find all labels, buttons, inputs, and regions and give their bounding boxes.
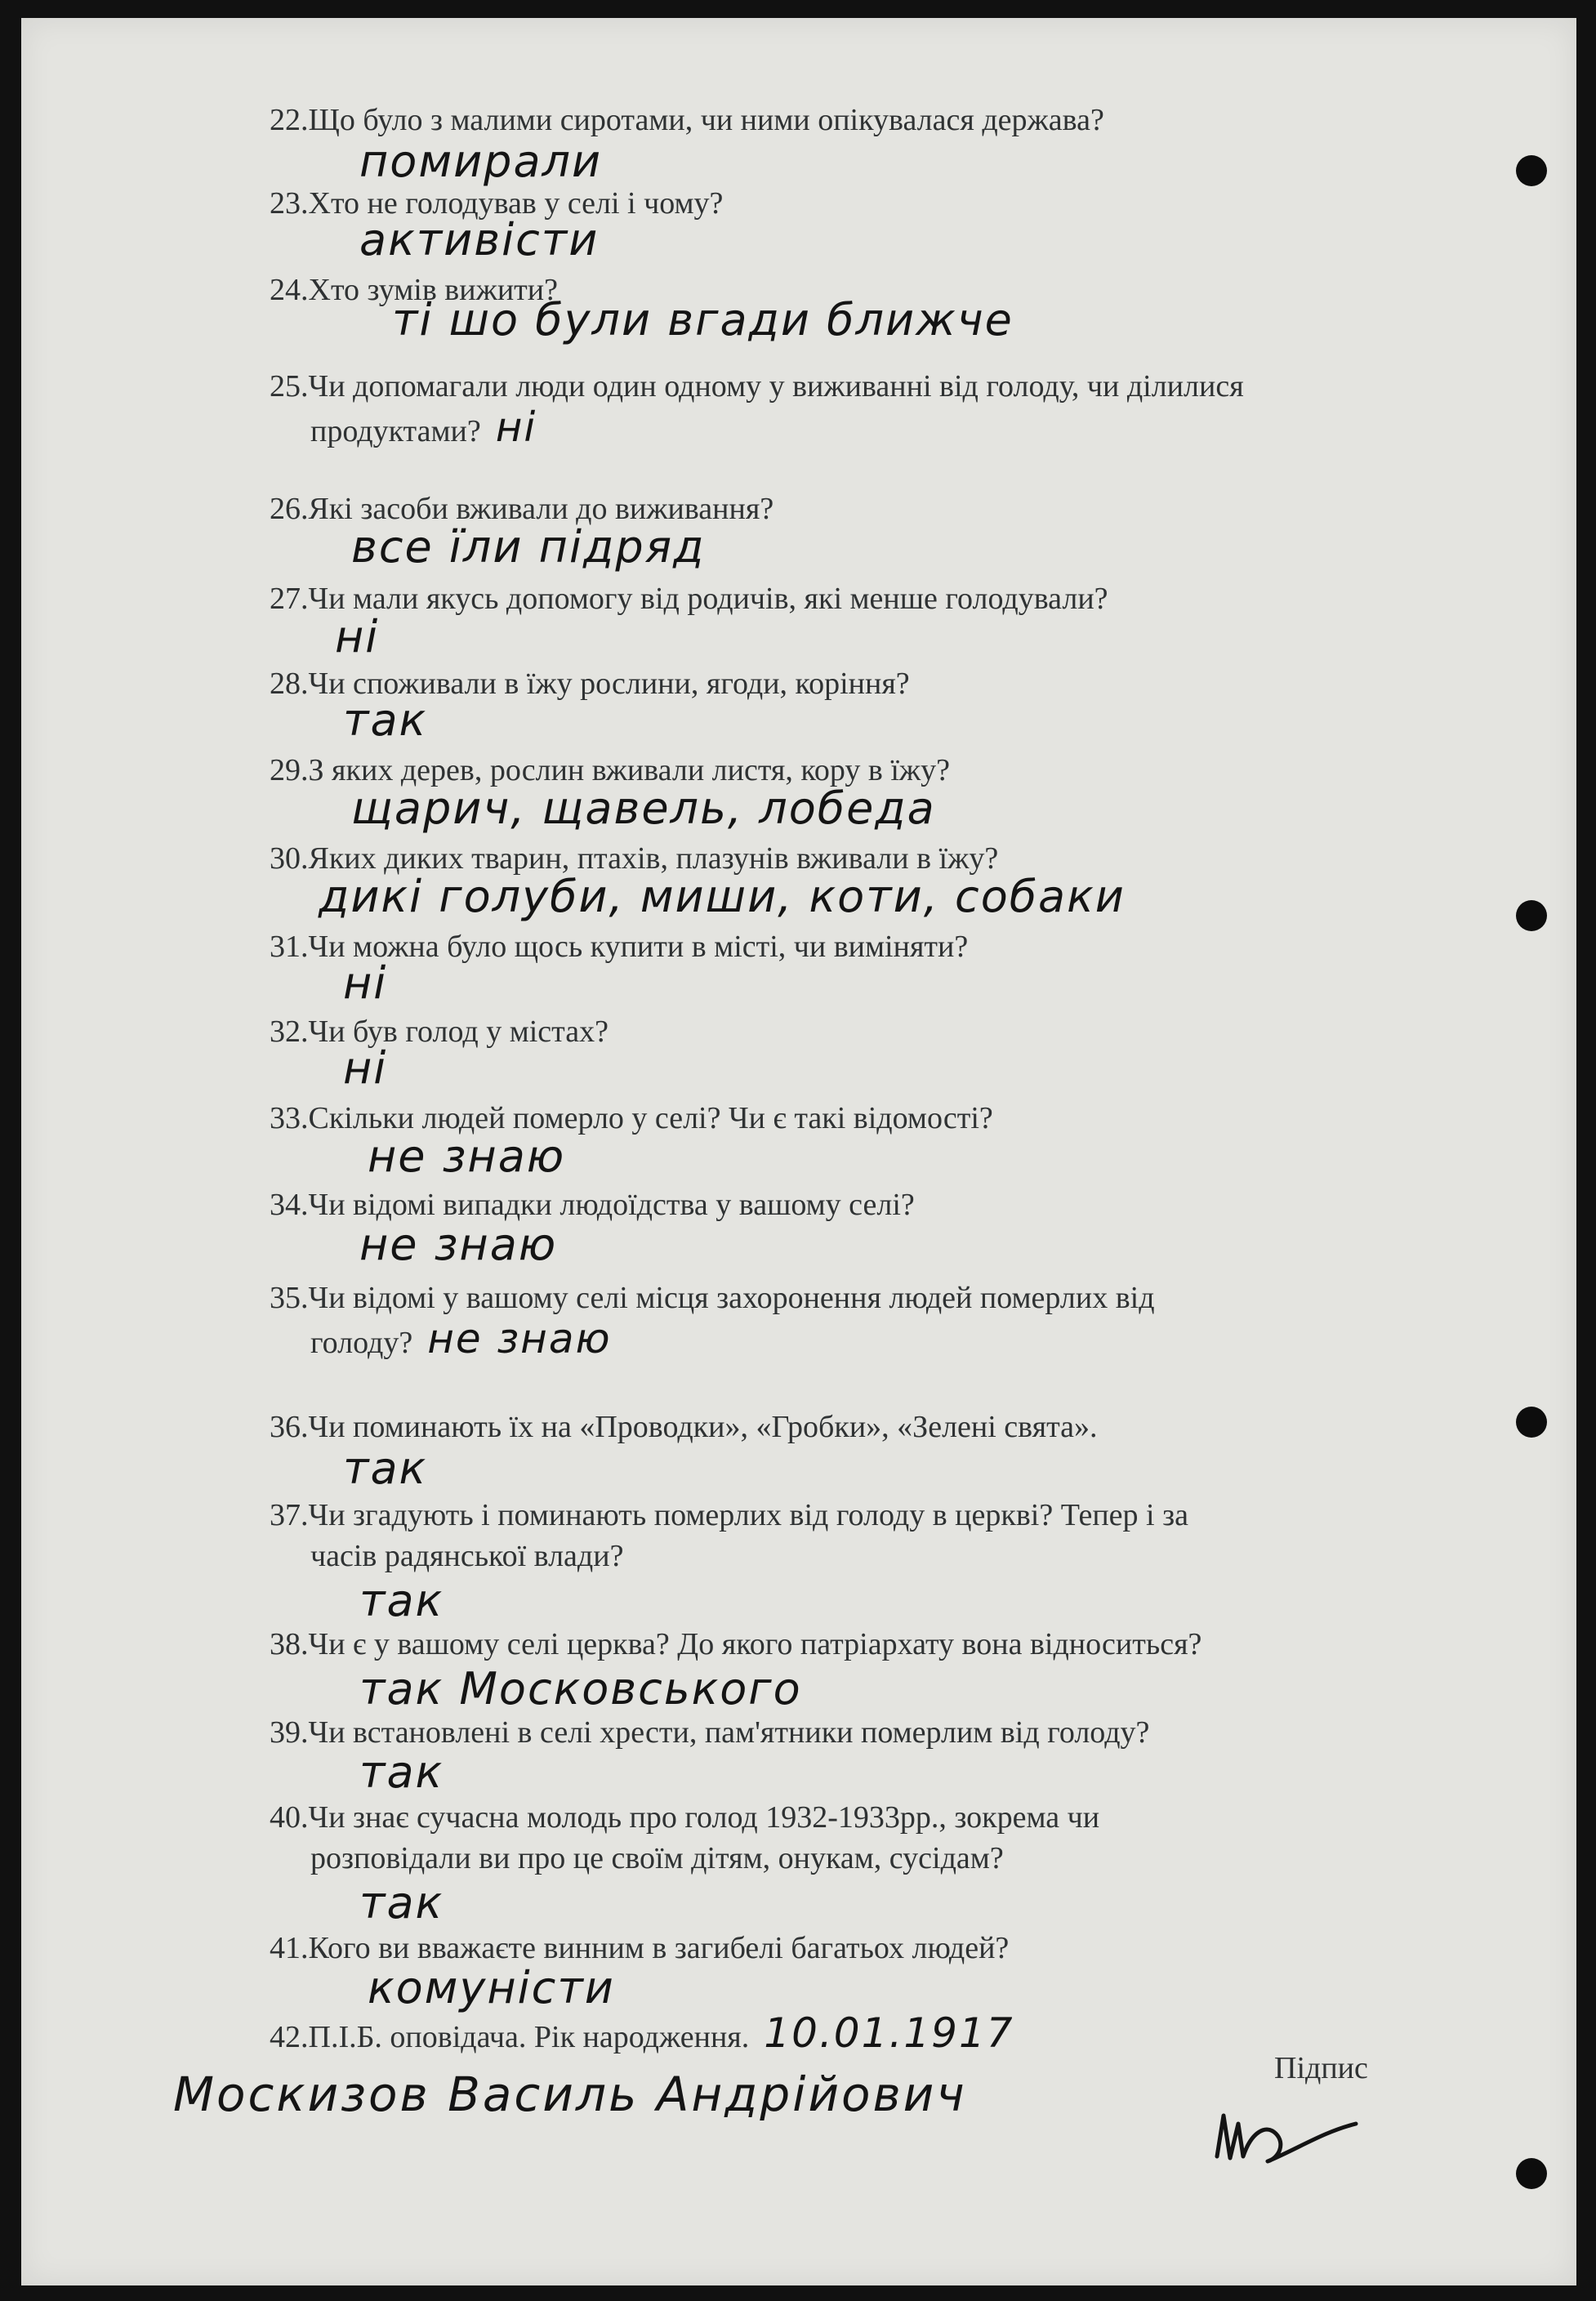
- answer-22: помирали: [359, 136, 603, 187]
- question-38: 38.Чи є у вашому селі церква? До якого патріархату вона відноситься?: [270, 1627, 1202, 1661]
- question-41: 41.Кого ви вважаєте винним в загибелі багатьох людей?: [270, 1931, 1010, 1965]
- question-28: 28.Чи споживали в їжу рослини, ягоди, коріння?: [270, 667, 910, 701]
- answer-25: ні: [495, 404, 537, 451]
- question-29: 29.З яких дерев, рослин вживали листя, кору в їжу?: [270, 753, 951, 787]
- answer-41: комуністи: [368, 1962, 615, 2013]
- question-30: 30.Яких диких тварин, птахів, плазунів вживали в їжу?: [270, 841, 999, 876]
- signature-label: Підпис: [1274, 2051, 1368, 2085]
- answer-33: не знаю: [368, 1130, 566, 1182]
- question-23: 23.Хто не голодував у селі і чому?: [270, 186, 724, 221]
- question-33: 33.Скільки людей померло у селі? Чи є такі відомості?: [270, 1101, 993, 1135]
- question-42: 42.П.І.Б. оповідача. Рік народження. 10.01.1917: [270, 2009, 1014, 2057]
- answer-24: ті шо були вгади ближче: [392, 294, 1014, 346]
- question-36: 36.Чи поминають їх на «Проводки», «Гробки», «Зелені свята».: [270, 1410, 1098, 1444]
- answer-40: так: [359, 1877, 444, 1929]
- question-26: 26.Які засоби вживали до виживання?: [270, 492, 774, 526]
- answer-39: так: [359, 1746, 444, 1798]
- question-25: 25.Чи допомагали люди один одному у виживанні від голоду, чи ділилися продуктами? ні: [270, 369, 1244, 451]
- question-32: 32.Чи був голод у містах?: [270, 1014, 609, 1049]
- answer-36: так: [343, 1443, 428, 1494]
- punch-hole: [1516, 155, 1547, 186]
- question-31: 31.Чи можна було щось купити в місті, чи виміняти?: [270, 930, 969, 964]
- punch-hole: [1516, 2158, 1547, 2189]
- answer-27: ні: [335, 611, 380, 662]
- answer-29: щарич, щавель, лобеда: [351, 783, 936, 834]
- question-34: 34.Чи відомі випадки людоїдства у вашому селі?: [270, 1188, 915, 1222]
- question-37: 37.Чи згадують і поминають померлих від голоду в церкві? Тепер і за часів радянської влади?: [270, 1498, 1188, 1573]
- question-24: 24.Хто зумів вижити?: [270, 273, 558, 307]
- answer-28: так: [343, 694, 428, 746]
- narrator-name: Москизов Василь Андрійович: [173, 2067, 967, 2122]
- signature-icon: [1201, 2091, 1380, 2181]
- question-35: 35.Чи відомі у вашому селі місця захоронення людей померлих від голоду? не знаю: [270, 1281, 1155, 1362]
- question-40: 40.Чи знає сучасна молодь про голод 1932-1933рр., зокрема чи розповідали ви про це своїм дітям, онукам, сусідам?: [270, 1800, 1100, 1875]
- answer-31: ні: [343, 957, 388, 1009]
- answer-30: дикі голуби, миши, коти, собаки: [319, 871, 1126, 922]
- question-22: 22.Що було з малими сиротами, чи ними опікувалася держава?: [270, 103, 1104, 137]
- answer-23: активісти: [359, 214, 600, 265]
- answer-26: все їли підряд: [351, 521, 706, 573]
- answer-32: ні: [343, 1042, 388, 1094]
- question-39: 39.Чи встановлені в селі хрести, пам'ятники померлим від голоду?: [270, 1715, 1150, 1750]
- answer-37: так: [359, 1575, 444, 1626]
- answer-35: не знаю: [427, 1315, 612, 1362]
- answer-38: так Московського: [359, 1663, 802, 1715]
- answer-34: не знаю: [359, 1219, 558, 1270]
- question-27: 27.Чи мали якусь допомогу від родичів, які менше голодували?: [270, 582, 1108, 616]
- answer-42-birthdate: 10.01.1917: [764, 2009, 1014, 2057]
